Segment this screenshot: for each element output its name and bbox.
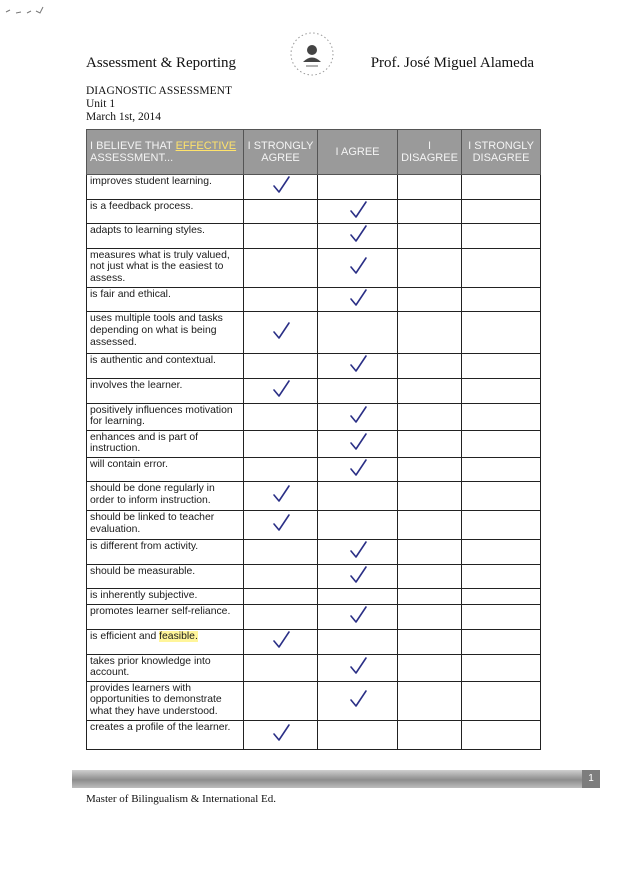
disagree-cell	[398, 430, 462, 457]
agree-cell	[318, 681, 398, 720]
table-row	[87, 287, 541, 312]
strongly-agree-cell	[244, 354, 318, 379]
program-name: Master of Bilingualism & International Ed.	[86, 793, 277, 805]
strongly-disagree-cell	[462, 430, 541, 457]
check-mark-icon	[347, 405, 369, 425]
table-row	[87, 199, 541, 224]
table-row	[87, 629, 541, 654]
assessment-date: March 1st, 2014	[86, 111, 162, 123]
table-row	[87, 354, 541, 379]
agree-cell	[318, 378, 398, 403]
strongly-agree-cell	[244, 720, 318, 749]
statement-cell: will contain error.	[87, 457, 244, 482]
table-row	[87, 482, 541, 511]
strongly-disagree-cell	[462, 378, 541, 403]
agree-cell	[318, 175, 398, 200]
agree-cell	[318, 589, 398, 605]
strongly-disagree-cell	[462, 654, 541, 681]
strongly-agree-cell	[244, 287, 318, 312]
table-row	[87, 564, 541, 589]
check-mark-icon	[347, 605, 369, 625]
strongly-disagree-cell	[462, 457, 541, 482]
strongly-agree-cell	[244, 224, 318, 249]
disagree-cell	[398, 720, 462, 749]
statement-header-pre: I BELIEVE THAT	[90, 140, 176, 152]
statement-cell: is fair and ethical.	[87, 287, 244, 312]
statement-text: is efficient and	[90, 630, 160, 642]
disagree-cell	[398, 654, 462, 681]
statement-cell: is a feedback process.	[87, 199, 244, 224]
corner-scribble	[0, 0, 60, 20]
table-header-row	[87, 130, 541, 175]
statement-cell: uses multiple tools and tasks depending on what is being assessed.	[87, 312, 244, 354]
strongly-agree-cell	[244, 540, 318, 565]
strongly-disagree-cell	[462, 482, 541, 511]
strongly-agree-cell	[244, 175, 318, 200]
check-mark-icon	[270, 484, 292, 504]
check-mark-icon	[347, 288, 369, 308]
statement-cell: measures what is truly valued, not just what is the easiest to assess.	[87, 248, 244, 287]
check-mark-icon	[347, 224, 369, 244]
agree-cell	[318, 629, 398, 654]
strongly-agree-column-header: I STRONGLY AGREE	[244, 130, 318, 175]
disagree-cell	[398, 354, 462, 379]
agree-cell	[318, 354, 398, 379]
table-row	[87, 430, 541, 457]
agree-cell	[318, 605, 398, 630]
strongly-disagree-cell	[462, 629, 541, 654]
strongly-disagree-cell	[462, 589, 541, 605]
table-body	[87, 175, 541, 750]
footer-band	[72, 770, 600, 788]
survey-table	[86, 129, 541, 750]
agree-cell	[318, 312, 398, 354]
unit-label: Unit 1	[86, 98, 116, 110]
statement-header-highlight: EFFECTIVE	[175, 140, 237, 152]
disagree-cell	[398, 589, 462, 605]
strongly-agree-cell	[244, 378, 318, 403]
agree-cell	[318, 224, 398, 249]
check-mark-icon	[347, 656, 369, 676]
check-mark-icon	[270, 175, 292, 195]
professor-name: Prof. José Miguel Alameda	[370, 55, 534, 71]
disagree-cell	[398, 482, 462, 511]
disagree-column-header: I DISAGREE	[398, 130, 462, 175]
strongly-agree-cell	[244, 482, 318, 511]
check-mark-icon	[347, 432, 369, 452]
statement-cell: adapts to learning styles.	[87, 224, 244, 249]
agree-cell	[318, 430, 398, 457]
strongly-agree-cell	[244, 654, 318, 681]
strongly-disagree-cell	[462, 248, 541, 287]
check-mark-icon	[270, 513, 292, 533]
disagree-cell	[398, 403, 462, 430]
strongly-agree-cell	[244, 457, 318, 482]
strongly-agree-cell	[244, 403, 318, 430]
table-row	[87, 403, 541, 430]
table-row	[87, 720, 541, 749]
strongly-agree-cell	[244, 430, 318, 457]
statement-cell: enhances and is part of instruction.	[87, 430, 244, 457]
page-number: 1	[582, 770, 600, 788]
statement-cell: should be done regularly in order to inform instruction.	[87, 482, 244, 511]
university-seal-logo	[286, 28, 338, 80]
agree-cell	[318, 511, 398, 540]
statement-cell: provides learners with opportunities to demonstrate what they have understood.	[87, 681, 244, 720]
strongly-disagree-cell	[462, 540, 541, 565]
strongly-agree-cell	[244, 248, 318, 287]
disagree-cell	[398, 564, 462, 589]
disagree-cell	[398, 378, 462, 403]
disagree-cell	[398, 224, 462, 249]
disagree-cell	[398, 540, 462, 565]
assessment-info	[86, 85, 232, 124]
statement-cell: should be linked to teacher evaluation.	[87, 511, 244, 540]
table-row	[87, 248, 541, 287]
course-title: Assessment & Reporting	[86, 55, 236, 71]
check-mark-icon	[347, 354, 369, 374]
strongly-disagree-cell	[462, 605, 541, 630]
strongly-agree-cell	[244, 605, 318, 630]
disagree-cell	[398, 287, 462, 312]
table-row	[87, 175, 541, 200]
table-row	[87, 511, 541, 540]
disagree-cell	[398, 629, 462, 654]
statement-cell: is inherently subjective.	[87, 589, 244, 605]
statement-cell: involves the learner.	[87, 378, 244, 403]
strongly-agree-cell	[244, 312, 318, 354]
statement-cell: improves student learning.	[87, 175, 244, 200]
disagree-cell	[398, 175, 462, 200]
table-row	[87, 457, 541, 482]
strongly-agree-cell	[244, 681, 318, 720]
disagree-cell	[398, 681, 462, 720]
table-row	[87, 681, 541, 720]
check-mark-icon	[347, 565, 369, 585]
strongly-agree-cell	[244, 511, 318, 540]
strongly-agree-cell	[244, 629, 318, 654]
table-row	[87, 224, 541, 249]
strongly-disagree-cell	[462, 403, 541, 430]
statement-cell: takes prior knowledge into account.	[87, 654, 244, 681]
table-row	[87, 378, 541, 403]
table-row	[87, 312, 541, 354]
check-mark-icon	[347, 200, 369, 220]
agree-cell	[318, 199, 398, 224]
agree-cell	[318, 457, 398, 482]
strongly-disagree-cell	[462, 720, 541, 749]
statement-column-header	[87, 130, 244, 175]
check-mark-icon	[347, 689, 369, 709]
agree-cell	[318, 654, 398, 681]
strongly-agree-cell	[244, 199, 318, 224]
assessment-type: DIAGNOSTIC ASSESSMENT	[86, 85, 233, 97]
strongly-agree-cell	[244, 564, 318, 589]
highlighted-text: feasible.	[159, 630, 198, 642]
disagree-cell	[398, 248, 462, 287]
table-row	[87, 654, 541, 681]
strongly-disagree-cell	[462, 312, 541, 354]
agree-column-header: I AGREE	[318, 130, 398, 175]
strongly-disagree-cell	[462, 354, 541, 379]
statement-cell: is authentic and contextual.	[87, 354, 244, 379]
strongly-disagree-cell	[462, 681, 541, 720]
agree-cell	[318, 540, 398, 565]
disagree-cell	[398, 457, 462, 482]
check-mark-icon	[347, 256, 369, 276]
check-mark-icon	[347, 540, 369, 560]
strongly-disagree-cell	[462, 224, 541, 249]
statement-cell: positively influences motivation for learning.	[87, 403, 244, 430]
disagree-cell	[398, 605, 462, 630]
check-mark-icon	[270, 630, 292, 650]
agree-cell	[318, 564, 398, 589]
disagree-cell	[398, 511, 462, 540]
statement-cell: is different from activity.	[87, 540, 244, 565]
strongly-disagree-column-header: I STRONGLY DISAGREE	[462, 130, 541, 175]
agree-cell	[318, 720, 398, 749]
strongly-disagree-cell	[462, 199, 541, 224]
strongly-disagree-cell	[462, 287, 541, 312]
strongly-disagree-cell	[462, 511, 541, 540]
check-mark-icon	[270, 723, 292, 743]
check-mark-icon	[347, 458, 369, 478]
statement-header-post: ASSESSMENT...	[90, 152, 174, 164]
statement-cell: creates a profile of the learner.	[87, 720, 244, 749]
check-mark-icon	[270, 321, 292, 341]
agree-cell	[318, 248, 398, 287]
disagree-cell	[398, 312, 462, 354]
check-mark-icon	[270, 379, 292, 399]
table-row	[87, 589, 541, 605]
strongly-agree-cell	[244, 589, 318, 605]
table-row	[87, 605, 541, 630]
table-row	[87, 540, 541, 565]
statement-cell	[87, 629, 244, 654]
strongly-disagree-cell	[462, 564, 541, 589]
agree-cell	[318, 403, 398, 430]
agree-cell	[318, 287, 398, 312]
statement-cell: should be measurable.	[87, 564, 244, 589]
disagree-cell	[398, 199, 462, 224]
agree-cell	[318, 482, 398, 511]
statement-cell: promotes learner self-reliance.	[87, 605, 244, 630]
strongly-disagree-cell	[462, 175, 541, 200]
